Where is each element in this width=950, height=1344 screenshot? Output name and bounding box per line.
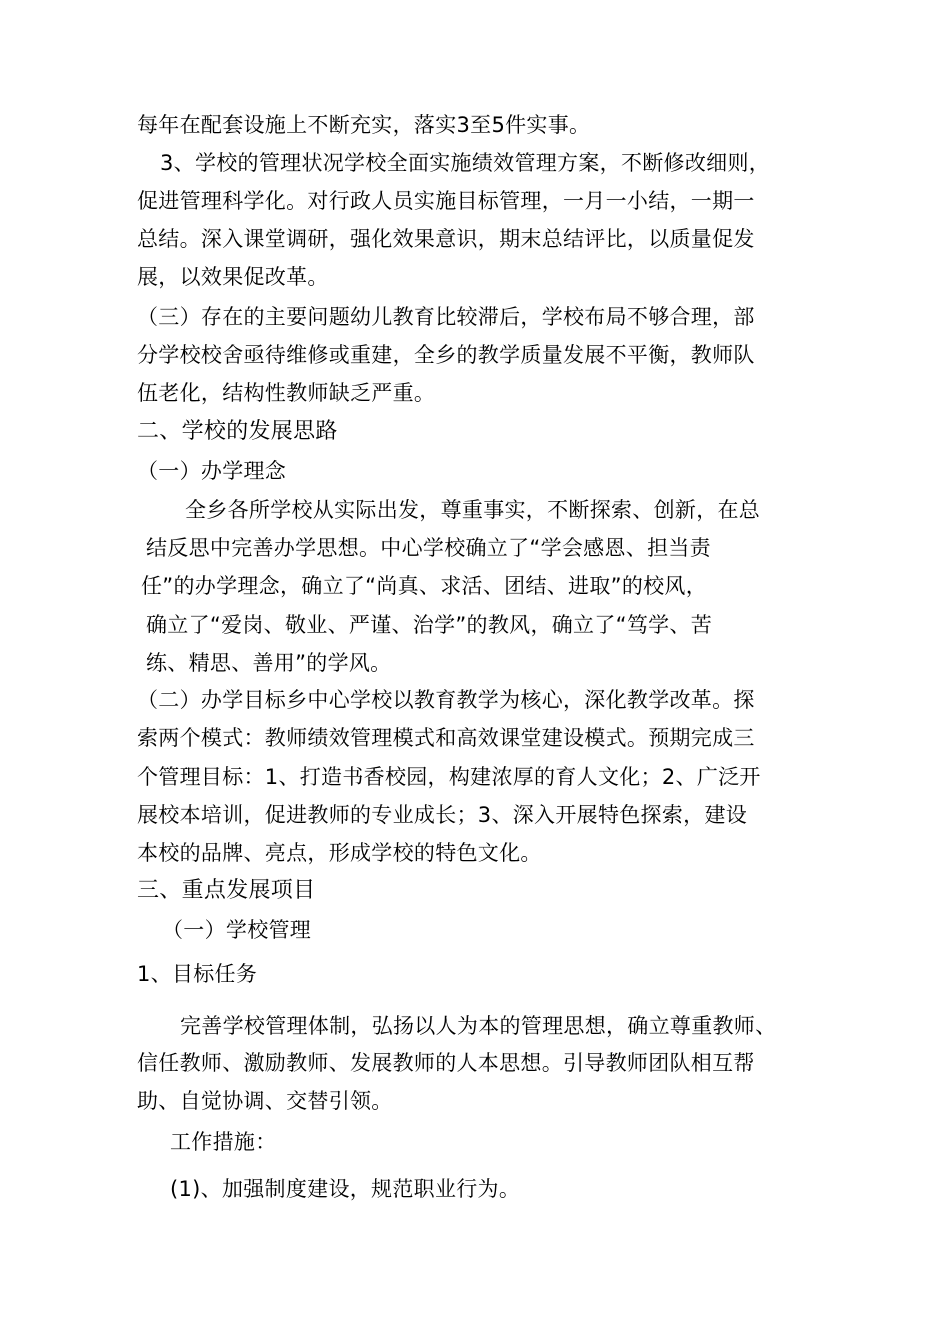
paragraph-line: (1)、加强制度建设，规范职业行为。 bbox=[170, 1177, 521, 1201]
paragraph-line: 展，以效果促改革。 bbox=[137, 265, 329, 289]
paragraph-line: 任”的办学理念，确立了“尚真、求活、团结、进取”的校风， bbox=[141, 574, 708, 598]
paragraph-line: （三）存在的主要问题幼儿教育比较滞后，学校布局不够合理，部 bbox=[137, 305, 755, 329]
paragraph-line: 展校本培训，促进教师的专业成长；3、深入开展特色探索，建设 bbox=[137, 803, 748, 827]
paragraph-line: （二）办学目标乡中心学校以教育教学为核心，深化教学改革。探 bbox=[137, 688, 755, 712]
paragraph-line: 个管理目标：1、打造书香校园，构建浓厚的育人文化；2、广泛开 bbox=[137, 765, 761, 789]
paragraph-line: 完善学校管理体制，弘扬以人为本的管理思想，确立尊重教师、 bbox=[180, 1014, 777, 1038]
section-heading: 三、重点发展项目 bbox=[137, 878, 316, 903]
paragraph-line: 工作措施： bbox=[170, 1130, 277, 1154]
paragraph-line: 全乡各所学校从实际出发，尊重事实，不断探索、创新，在总 bbox=[185, 498, 761, 522]
paragraph-line: 本校的品牌、亮点，形成学校的特色文化。 bbox=[137, 841, 542, 865]
paragraph-line: 每年在配套设施上不断充实，落实3至5件实事。 bbox=[137, 113, 591, 137]
paragraph-line: 总结。深入课堂调研，强化效果意识，期末总结评比，以质量促发 bbox=[137, 227, 755, 251]
paragraph-line: 信任教师、激励教师、发展教师的人本思想。引导教师团队相互帮 bbox=[137, 1051, 755, 1075]
paragraph-line: 促进管理科学化。对行政人员实施目标管理，一月一小结，一期一 bbox=[137, 189, 755, 213]
section-heading: 二、学校的发展思路 bbox=[137, 419, 338, 444]
paragraph-line: 伍老化，结构性教师缺乏严重。 bbox=[137, 381, 436, 405]
subsection-heading: （一）办学理念 bbox=[137, 459, 287, 483]
paragraph-line: 确立了“爱岗、敬业、严谨、治学”的教风，确立了“笃学、苦 bbox=[146, 613, 713, 637]
paragraph-line: 分学校校舍亟待维修或重建，全乡的教学质量发展不平衡，教师队 bbox=[137, 343, 755, 367]
subsection-heading: （一）学校管理 bbox=[162, 918, 312, 942]
item-heading: 1、目标任务 bbox=[137, 962, 258, 986]
paragraph-line: 助、自觉协调、交替引领。 bbox=[137, 1089, 393, 1113]
paragraph-line: 结反思中完善办学思想。中心学校确立了“学会感恩、担当责 bbox=[146, 536, 711, 560]
paragraph-line: 练、精思、善用”的学风。 bbox=[146, 651, 392, 675]
paragraph-line: 索两个模式：教师绩效管理模式和高效课堂建设模式。预期完成三 bbox=[137, 726, 755, 750]
paragraph-line: 3、学校的管理状况学校全面实施绩效管理方案，不断修改细则， bbox=[160, 151, 771, 175]
